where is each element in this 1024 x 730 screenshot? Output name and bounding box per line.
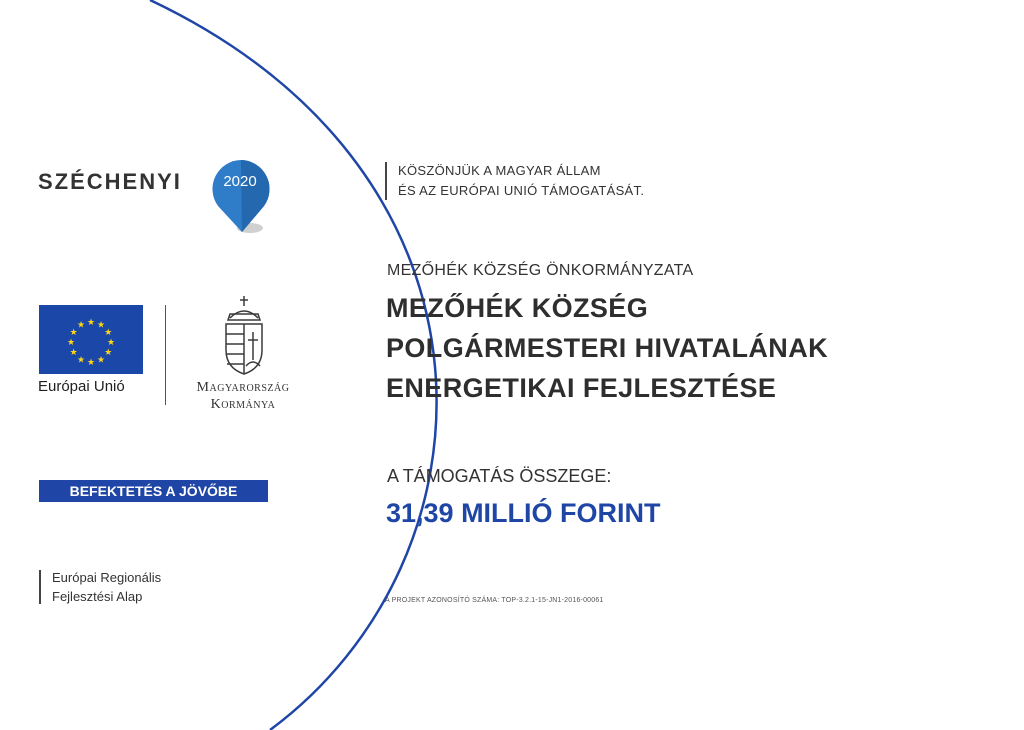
- beneficiary-name: MEZŐHÉK KÖZSÉG ÖNKORMÁNYZATA: [387, 262, 694, 279]
- svg-text:★: ★: [76, 320, 86, 331]
- svg-text:★: ★: [69, 328, 78, 338]
- svg-text:★: ★: [66, 338, 76, 348]
- government-name-line1: Magyarország: [196, 380, 290, 395]
- svg-text:★: ★: [86, 358, 96, 368]
- svg-text:★: ★: [96, 355, 106, 366]
- government-name-line2: Kormánya: [210, 397, 276, 412]
- logo-divider: [165, 305, 166, 405]
- svg-text:★: ★: [104, 328, 113, 338]
- svg-text:★: ★: [69, 348, 78, 358]
- project-title-line3: ENERGETIKAI FEJLESZTÉSE: [386, 373, 777, 403]
- svg-text:★: ★: [104, 348, 113, 358]
- project-title-line2: POLGÁRMESTERI HIVATALÁNAK: [386, 333, 828, 363]
- coat-of-arms-icon: [218, 294, 270, 376]
- eu-flag-icon: [39, 305, 143, 374]
- svg-text:★: ★: [86, 318, 96, 328]
- funding-amount-value: 31,39 MILLIÓ FORINT: [386, 498, 661, 528]
- thanks-line2: ÉS AZ EURÓPAI UNIÓ TÁMOGATÁSÁT.: [398, 183, 645, 198]
- szechenyi-logo-text: SZÉCHENYI: [38, 169, 182, 194]
- funding-amount-label: A TÁMOGATÁS ÖSSZEGE:: [387, 466, 612, 486]
- svg-text:★: ★: [96, 320, 106, 331]
- svg-text:★: ★: [76, 355, 86, 366]
- thanks-line1: KÖSZÖNJÜK A MAGYAR ÁLLAM: [398, 163, 601, 178]
- fund-divider: [39, 570, 41, 604]
- project-id: A PROJEKT AZONOSÍTÓ SZÁMA: TOP-3.2.1-15-JN1-2016-00061: [385, 597, 604, 604]
- fund-name-line1: Európai Regionális: [52, 570, 162, 585]
- thanks-divider: [385, 162, 387, 200]
- svg-text:★: ★: [106, 338, 116, 348]
- logo-year: 2020: [223, 173, 257, 190]
- fund-name-line2: Fejlesztési Alap: [52, 589, 143, 604]
- invest-in-future-badge: BEFEKTETÉS A JÖVŐBE: [39, 480, 268, 502]
- location-pin-icon: [206, 156, 276, 238]
- eu-label: Európai Unió: [38, 378, 125, 395]
- project-title-line1: MEZŐHÉK KÖZSÉG: [386, 293, 649, 323]
